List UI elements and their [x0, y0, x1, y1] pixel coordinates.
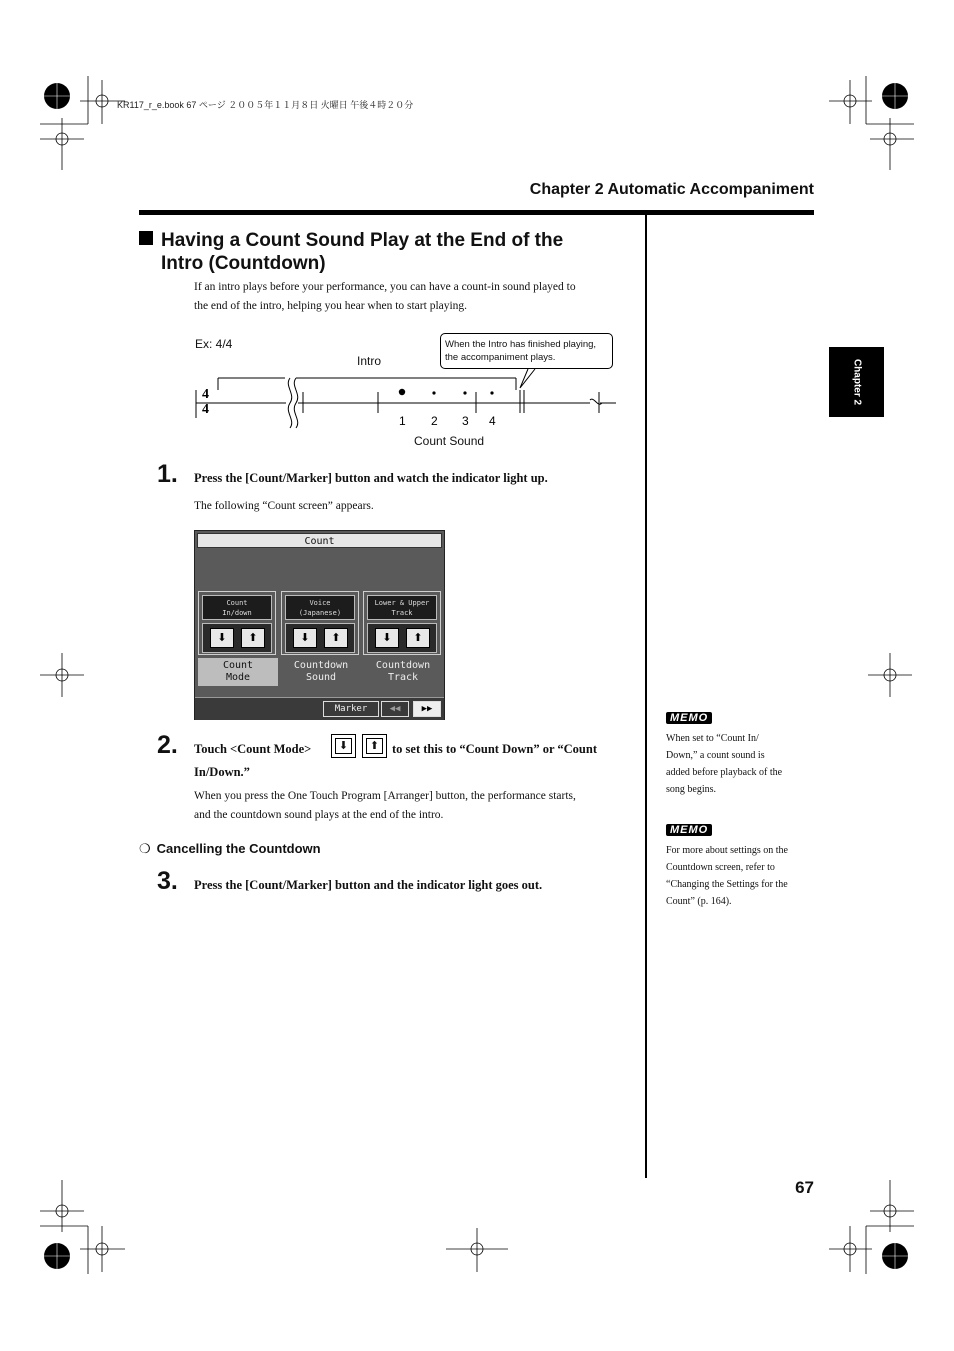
mode-line1: Count: [222, 660, 254, 671]
count-screen-title: Count: [197, 533, 442, 548]
header-rule: [139, 210, 814, 215]
countdown-sound-button[interactable]: [281, 658, 361, 686]
callout-line-1: When the Intro has finished playing,: [445, 339, 597, 350]
up-glyph: ⬆: [366, 738, 383, 754]
mode-line2: Sound: [305, 672, 337, 683]
diagram-example: Ex: 4/4: [195, 337, 233, 351]
intro-line-1: If an intro plays before your performance, you can have a count-in sound played to: [194, 281, 576, 293]
count-mode-button[interactable]: [198, 658, 278, 686]
step-2-note-line-1: When you press the One Touch Program [Arranger] button, the performance starts,: [194, 790, 576, 802]
time-signature-top: 4: [202, 387, 209, 402]
voice-group: [281, 591, 359, 655]
step-2-text-a: Touch <Count Mode>: [194, 742, 312, 756]
chapter-tab-label: Chapter 2: [851, 358, 862, 406]
count-4: 4: [489, 414, 496, 428]
running-head: Chapter 2 Automatic Accompaniment: [529, 181, 814, 198]
count-in-down-label: [202, 595, 272, 620]
count-screen-footer: [195, 697, 444, 720]
count-2: 2: [431, 414, 438, 428]
track-group: [363, 591, 441, 655]
count-sound-label: Count Sound: [414, 434, 485, 448]
cancel-subheading: [139, 841, 321, 857]
step-2-note: [194, 787, 576, 825]
step-3-number: 3.: [157, 867, 178, 895]
count-in-down-arrows: [202, 623, 272, 653]
memo-icon: MEMO: [666, 824, 712, 836]
intro-line-2: the end of the intro, helping you hear when to start playing.: [194, 300, 468, 312]
step-2-note-line-2: and the countdown sound plays at the end of the intro.: [194, 809, 444, 821]
arrow-down-button[interactable]: ⬇: [293, 628, 317, 648]
time-signature-bottom: 4: [202, 402, 209, 417]
countdown-track-button[interactable]: [363, 658, 443, 686]
arrow-down-button[interactable]: ⬇: [375, 628, 399, 648]
square-bullet-icon: [139, 231, 153, 245]
mode-line1: Countdown: [375, 660, 431, 671]
memo-2-text: [666, 842, 816, 910]
diagram-intro-label: Intro: [357, 354, 382, 368]
file-info: KR117_r_e.book 67 ページ ２００５年１１月８日 火曜日 午後４時２０分: [117, 100, 414, 110]
group-label-line1: Voice: [309, 599, 331, 607]
arrow-up-button[interactable]: ⬆: [241, 628, 265, 648]
count-1: 1: [399, 414, 406, 428]
group-label-line1: Lower & Upper: [374, 599, 430, 607]
group-label-line2: Track: [391, 609, 413, 617]
memo-2: [666, 820, 816, 910]
memo-line: “Changing the Settings for the: [666, 879, 788, 890]
step-1-text: Press the [Count/Marker] button and watch the indicator light up.: [194, 471, 548, 485]
rewind-icon[interactable]: ◀◀: [381, 701, 409, 717]
intro-paragraph: [194, 278, 576, 316]
group-label-line2: (Japanese): [298, 609, 342, 617]
column-rule: [645, 215, 647, 1178]
down-glyph: ⬇: [335, 738, 352, 754]
chapter-tab: [829, 347, 884, 417]
memo-line: Countdown screen, refer to: [666, 862, 775, 873]
arrow-down-button[interactable]: ⬇: [210, 628, 234, 648]
step-3-text: Press the [Count/Marker] button and the indicator light goes out.: [194, 878, 543, 892]
marker-button[interactable]: Marker: [323, 701, 379, 717]
track-arrows: [367, 623, 437, 653]
step-2-text-b: to set this to “Count Down” or “Count: [392, 742, 597, 756]
memo-line: Count” (p. 164).: [666, 896, 732, 907]
memo-line: Down,” a count sound is: [666, 750, 765, 761]
arrow-up-button[interactable]: ⬆: [324, 628, 348, 648]
track-label: [367, 595, 437, 620]
step-1-note: The following “Count screen” appears.: [194, 500, 374, 512]
group-label-line1: Count: [226, 599, 248, 607]
mode-line2: Mode: [225, 672, 251, 683]
memo-line: song begins.: [666, 784, 716, 795]
countdown-diagram: [190, 360, 620, 435]
memo-1: [666, 708, 816, 798]
callout-line-2: the accompaniment plays.: [445, 352, 556, 363]
step-2-text-c: In/Down.”: [194, 765, 250, 779]
voice-arrows: [285, 623, 355, 653]
voice-label: [285, 595, 355, 620]
memo-line: added before playback of the: [666, 767, 783, 778]
section-title-line2: Intro (Countdown): [161, 253, 326, 274]
memo-line: When set to “Count In/: [666, 733, 759, 744]
inline-down-icon: [331, 734, 356, 758]
circle-bullet-icon: ❍: [139, 841, 151, 856]
count-3: 3: [462, 414, 469, 428]
memo-icon: MEMO: [666, 712, 712, 724]
page-number: 67: [795, 1178, 814, 1197]
inline-up-icon: [362, 734, 387, 758]
fast-forward-icon[interactable]: ▶▶: [413, 701, 441, 717]
group-label-line2: In/down: [222, 609, 252, 617]
cancel-subheading-text: Cancelling the Countdown: [156, 841, 321, 856]
section-title: [139, 229, 629, 275]
memo-1-text: [666, 730, 816, 798]
count-in-down-group: [198, 591, 276, 655]
mode-line2: Track: [387, 672, 419, 683]
count-screen: [194, 530, 445, 720]
mode-line1: Countdown: [293, 660, 349, 671]
step-1-number: 1.: [157, 460, 178, 488]
memo-line: For more about settings on the: [666, 845, 788, 856]
section-title-line1: Having a Count Sound Play at the End of the: [161, 230, 564, 251]
arrow-up-button[interactable]: ⬆: [406, 628, 430, 648]
step-2-number: 2.: [157, 731, 178, 759]
